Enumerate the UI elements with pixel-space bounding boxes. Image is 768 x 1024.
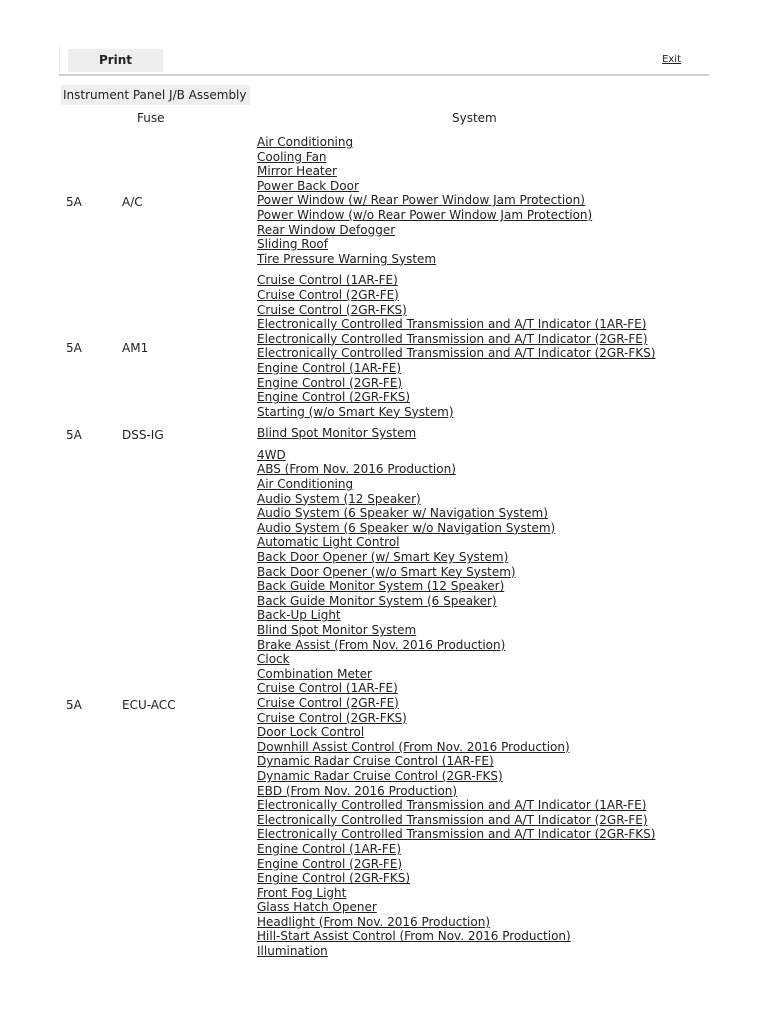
column-header-system: System xyxy=(452,111,497,125)
system-link[interactable]: Hill-Start Assist Control (From Nov. 2016 Production) xyxy=(257,929,571,944)
system-link[interactable]: Engine Control (2GR-FE) xyxy=(257,375,403,390)
system-link[interactable]: Dynamic Radar Cruise Control (2GR-FKS) xyxy=(257,768,503,783)
toolbar xyxy=(59,46,709,76)
fuse-name: AM1 xyxy=(122,340,149,355)
table-row xyxy=(60,133,655,271)
table-row xyxy=(60,446,655,964)
exit-link[interactable]: Exit xyxy=(662,54,681,65)
system-link[interactable]: Electronically Controlled Transmission and A/T Indicator (1AR-FE) xyxy=(257,317,647,332)
system-link[interactable]: Starting (w/o Smart Key System) xyxy=(257,404,454,419)
system-link[interactable]: Back Guide Monitor System (12 Speaker) xyxy=(257,579,505,594)
system-link[interactable]: Cruise Control (2GR-FE) xyxy=(257,287,399,302)
system-link[interactable]: Electronically Controlled Transmission and A/T Indicator (2GR-FE) xyxy=(257,812,648,827)
system-link[interactable]: Engine Control (2GR-FE) xyxy=(257,856,403,871)
system-link[interactable]: Blind Spot Monitor System xyxy=(257,623,417,637)
fuse-name: DSS-IG xyxy=(122,428,164,443)
system-link[interactable]: Cruise Control (1AR-FE) xyxy=(257,273,398,288)
section-title: Instrument Panel J/B Assembly xyxy=(61,85,250,105)
system-link[interactable]: 4WD xyxy=(257,447,286,462)
system-link[interactable]: Air Conditioning xyxy=(257,477,354,492)
system-link[interactable]: Dynamic Radar Cruise Control (1AR-FE) xyxy=(257,754,494,769)
system-list xyxy=(257,133,655,271)
fuse-amperage: 5A xyxy=(66,697,82,712)
table-row xyxy=(60,271,655,424)
system-list xyxy=(257,446,655,964)
system-link[interactable]: Electronically Controlled Transmission and A/T Indicator (2GR-FE) xyxy=(257,331,648,346)
system-link[interactable]: Audio System (12 Speaker) xyxy=(257,491,421,506)
system-link[interactable]: Electronically Controlled Transmission and A/T Indicator (1AR-FE) xyxy=(257,798,647,813)
system-link[interactable]: Headlight (From Nov. 2016 Production) xyxy=(257,914,491,929)
system-link[interactable]: Cruise Control (2GR-FE) xyxy=(257,695,399,710)
system-link[interactable]: Back Door Opener (w/ Smart Key System) xyxy=(257,550,509,565)
system-link[interactable]: EBD (From Nov. 2016 Production) xyxy=(257,783,458,798)
system-link[interactable]: Door Lock Control xyxy=(257,725,365,740)
system-link[interactable]: Back Door Opener (w/o Smart Key System) xyxy=(257,564,516,579)
system-list xyxy=(257,271,655,424)
system-link[interactable]: Engine Control (1AR-FE) xyxy=(257,360,402,375)
system-link[interactable]: Sliding Roof xyxy=(257,237,328,252)
system-link[interactable]: Cooling Fan xyxy=(257,149,327,164)
print-button[interactable]: Print xyxy=(68,49,163,72)
system-link[interactable]: Tire Pressure Warning System xyxy=(257,251,437,266)
system-link[interactable]: Cruise Control (2GR-FKS) xyxy=(257,710,407,725)
system-link[interactable]: Electronically Controlled Transmission and A/T Indicator (2GR-FKS) xyxy=(257,346,656,361)
system-link[interactable]: Audio System (6 Speaker w/o Navigation System) xyxy=(257,520,556,535)
system-link[interactable]: Back Guide Monitor System (6 Speaker) xyxy=(257,593,497,608)
system-link[interactable]: Back-Up Light xyxy=(257,608,341,623)
fuse-amperage: 5A xyxy=(66,195,82,210)
system-link[interactable]: Front Fog Light xyxy=(257,885,347,900)
system-link[interactable]: Air Conditioning xyxy=(257,135,354,149)
fuse-name: A/C xyxy=(122,195,143,210)
system-link[interactable]: Engine Control (2GR-FKS) xyxy=(257,390,410,405)
table-row xyxy=(60,424,655,446)
system-link[interactable]: Power Window (w/ Rear Power Window Jam Protection) xyxy=(257,193,585,208)
system-link[interactable]: Glass Hatch Opener xyxy=(257,900,377,915)
column-header-fuse: Fuse xyxy=(137,111,165,125)
system-link[interactable]: Audio System (6 Speaker w/ Navigation System) xyxy=(257,506,548,521)
system-link[interactable]: Engine Control (1AR-FE) xyxy=(257,841,402,856)
system-link[interactable]: Automatic Light Control xyxy=(257,535,400,550)
system-link[interactable]: Cruise Control (2GR-FKS) xyxy=(257,302,407,317)
system-link[interactable]: Clock xyxy=(257,652,290,667)
system-link[interactable]: Blind Spot Monitor System xyxy=(257,426,417,441)
system-link[interactable]: Power Back Door xyxy=(257,178,359,193)
system-link[interactable]: Rear Window Defogger xyxy=(257,222,396,237)
system-list xyxy=(257,424,655,446)
system-link[interactable]: ABS (From Nov. 2016 Production) xyxy=(257,462,456,477)
system-link[interactable]: Combination Meter xyxy=(257,666,372,681)
system-link[interactable]: Electronically Controlled Transmission and A/T Indicator (2GR-FKS) xyxy=(257,827,656,842)
system-link[interactable]: Brake Assist (From Nov. 2016 Production) xyxy=(257,637,506,652)
fuse-amperage: 5A xyxy=(66,428,82,443)
system-link[interactable]: Illumination xyxy=(257,944,328,959)
system-link[interactable]: Downhill Assist Control (From Nov. 2016 Production) xyxy=(257,739,570,754)
fuse-name: ECU-ACC xyxy=(122,697,176,712)
fuse-amperage: 5A xyxy=(66,340,82,355)
system-link[interactable]: Mirror Heater xyxy=(257,164,337,179)
system-link[interactable]: Cruise Control (1AR-FE) xyxy=(257,681,398,696)
fuse-table xyxy=(60,133,655,964)
system-link[interactable]: Power Window (w/o Rear Power Window Jam Protection) xyxy=(257,207,593,222)
system-link[interactable]: Engine Control (2GR-FKS) xyxy=(257,871,410,886)
